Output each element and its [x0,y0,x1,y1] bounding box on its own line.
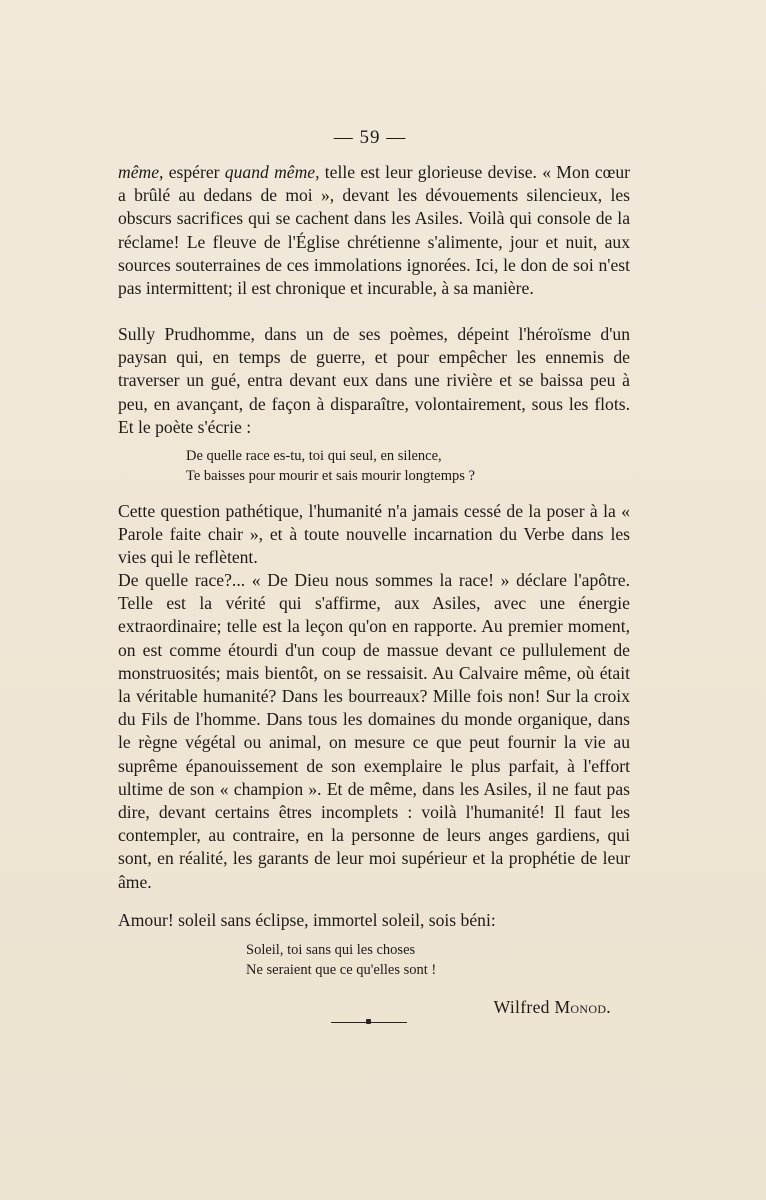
verse-quote-2 [246,941,436,980]
verse-1-line-2: Te baisses pour mourir et sais mourir longtemps ? [186,467,475,484]
verse-2-line-2: Ne seraient que ce qu'elles sont ! [246,961,437,978]
paragraph-1-italic-1: même, [118,162,164,182]
verse-1-line-1: De quelle race es-tu, toi qui seul, en silence, [186,448,442,464]
verse-2-line-1: Soleil, toi sans qui les choses [246,942,416,958]
paragraph-3 [118,500,630,570]
paragraph-3-text: Cette question pathétique, l'humanité n'a jamais cessé de la poser à la « Parole faite chair », et à toute nouvelle incarnation du Verbe dans les vies qui le reflètent. [118,501,630,568]
verse-quote-1 [186,447,475,486]
paragraph-2 [118,323,630,439]
paragraph-2-text: Sully Prudhomme, dans un de ses poèmes, dépeint l'héroïsme d'un paysan qui, en temps de guerre, et pour empêcher les ennemis de traverser un gué, entra devant eux dans une rivière et se baissa peu à peu, en avançant, de façon à disparaître, volontairement, sous les flots. Et le poète s'écrie : [118,324,630,437]
signature-first-name: Wilfred [493,997,555,1017]
paragraph-4-text: De quelle race?... « De Dieu nous sommes la race! » déclare l'apôtre. Telle est la vérité qui s'affirme, aux Asiles, avec une énergie extraordinaire; telle est la leçon qu'on en rapporte. Au premier moment, on est comme étourdi d'un coup de massue devant ce pullulement de monstruosités; mais bientôt, on se ressaisit. Au Calvaire même, où était la véritable humanité? Dans les bourreaux? Mille fois non! Sur la croix du Fils de l'homme. Dans tous les domaines du monde organique, dans le règne végétal ou animal, on mesure ce que peut fournir la vie au suprême épanouissement de son exemplaire le plus parfait, à l'effort ultime de son « champion ». Et de même, dans les Asiles, il ne faut pas dire, devant certains êtres incomplets : voilà l'humanité! Il faut les contempler, au contraire, en la personne de leurs anges gardiens, qui sont, en réalité, les garants de leur moi supérieur et la prophétie de leur âme. [118,570,630,892]
paragraph-1 [118,161,630,300]
page-number: — 59 — [333,127,407,148]
paragraph-5 [118,909,630,932]
paragraph-1-italic-2: quand même, [224,162,320,182]
paragraph-5-text: Amour! soleil sans éclipse, immortel soleil, sois béni: [118,910,496,930]
paragraph-1-text-2: telle est leur glorieuse devise. « Mon cœur a brûlé au dedans de moi », devant les dévouements silencieux, les obscurs sacrifices qui se cachent dans les Asiles. Voilà qui console de la réclame! Le fleuve de l'Église chrétienne s'alimente, jour et nuit, aux sources souterraines de ces immolations ignorées. Ici, le don de soi n'est pas intermittent; il est chronique et incurable, à sa manière. [118,162,630,299]
paragraph-1-text-1: espérer [163,162,225,182]
signature-last-name: Monod. [554,997,611,1017]
closing-ornament [366,1019,371,1024]
paragraph-4 [118,569,630,894]
author-signature [494,997,611,1018]
